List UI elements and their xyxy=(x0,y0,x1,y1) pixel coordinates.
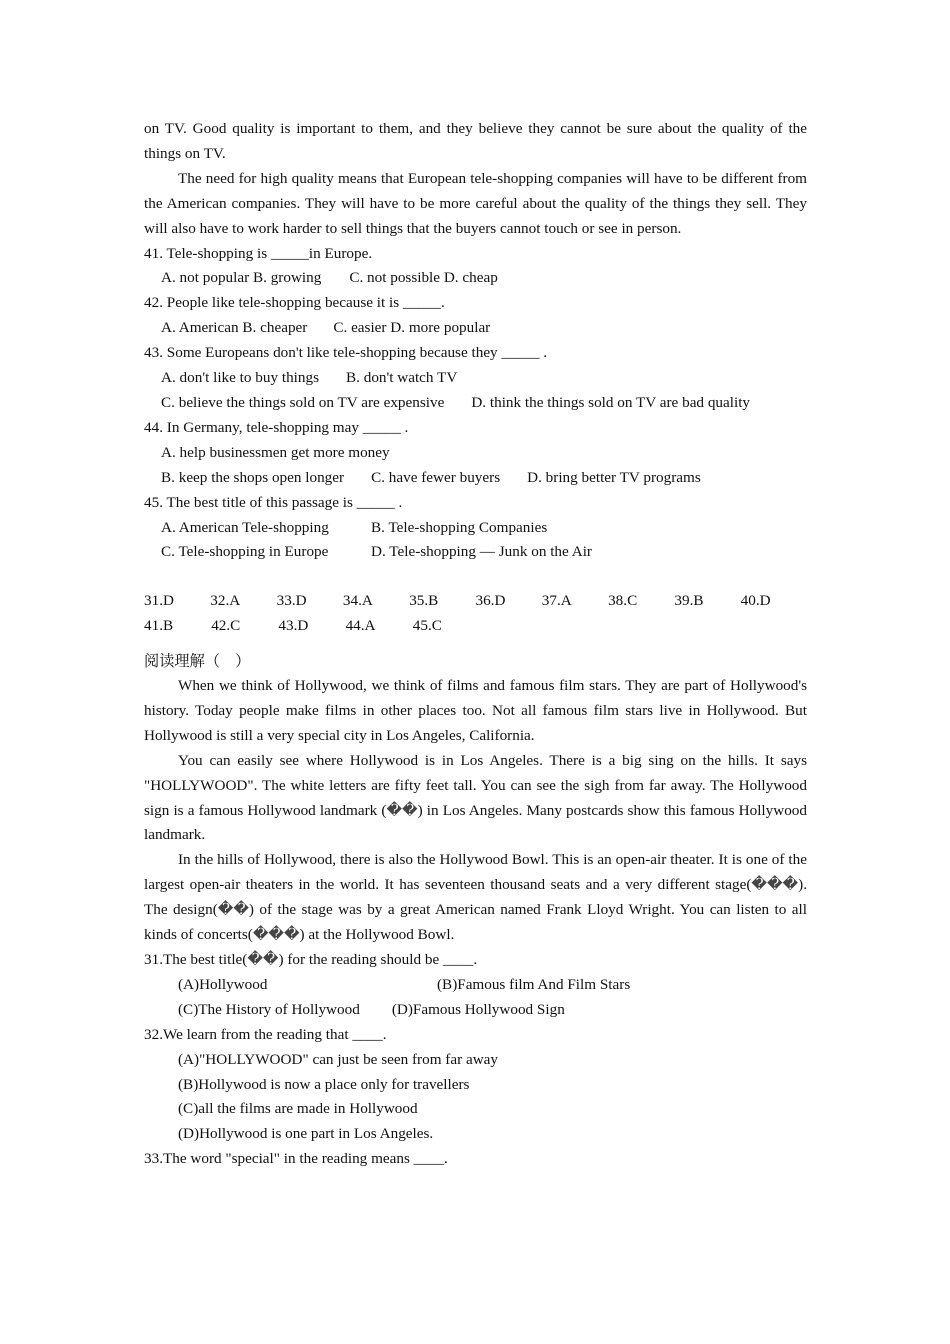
option-d: D. cheap xyxy=(443,269,498,287)
option-a: (A)"HOLLYWOOD" can just be seen from far away xyxy=(178,1050,498,1068)
passage2-paragraph-1: When we think of Hollywood, we think of films and famous film stars. They are part of Hollywood's history. Today people make films in other places too. Not all famous film stars live in Hollywood. But Hollywood is still a very special city in Los Angeles, California. xyxy=(144,677,807,744)
answer: 43.D xyxy=(278,617,309,635)
answer: 36.D xyxy=(475,592,506,610)
option-c: C. Tele-shopping in Europe xyxy=(161,543,329,561)
option-a: (A)Hollywood xyxy=(178,975,268,993)
option-a: A. American xyxy=(161,319,239,337)
garbled-gloss: �� xyxy=(247,951,279,968)
option-c: C. not possible xyxy=(349,269,441,287)
text-run: 31.The best title( xyxy=(144,951,248,968)
garbled-gloss: �� xyxy=(386,801,418,819)
document-page xyxy=(144,117,807,1172)
option-a: A. don't like to buy things xyxy=(161,369,319,387)
question-42: 42. People like tele-shopping because it is _____. xyxy=(144,294,445,312)
option-b: (B)Famous film And Film Stars xyxy=(437,975,631,993)
answer: 44.A xyxy=(345,617,376,635)
option-b: B. keep the shops open longer xyxy=(161,468,345,486)
question-31 xyxy=(144,948,807,973)
garbled-gloss: ��� xyxy=(252,926,300,944)
option-d: D. bring better TV programs xyxy=(527,468,701,486)
option-d: D. think the things sold on TV are bad quality xyxy=(471,393,751,411)
option-b: B. Tele-shopping Companies xyxy=(371,518,548,536)
question-33: 33.The word "special" in the reading means ____. xyxy=(144,1150,448,1168)
option-d: (D)Famous Hollywood Sign xyxy=(391,1000,565,1018)
text-run: ). The design( xyxy=(144,876,807,919)
passage2-paragraph-2 xyxy=(144,749,807,849)
option-d: (D)Hollywood is one part in Los Angeles. xyxy=(178,1125,434,1143)
question-43-options-row1 xyxy=(144,366,807,391)
option-c: (C)all the films are made in Hollywood xyxy=(178,1100,418,1118)
option-b: B. cheaper xyxy=(242,319,308,337)
option-c: C. have fewer buyers xyxy=(371,468,501,486)
question-44: 44. In Germany, tele-shopping may _____ . xyxy=(144,418,409,436)
option-a: A. help businessmen get more money xyxy=(161,443,390,461)
option-b: B. don't watch TV xyxy=(346,369,458,387)
text-run: In the hills of Hollywood, there is also the Hollywood Bowl. This is an open-air theater. It is one of the largest open-air theaters in the world. It has seventeen thousand seats and a very different stage( xyxy=(144,851,807,894)
garbled-gloss: ��� xyxy=(751,876,799,894)
question-31-options-row1 xyxy=(144,973,807,998)
question-45-options-row2 xyxy=(144,540,807,565)
option-a: A. American Tele-shopping xyxy=(161,518,329,536)
question-41: 41. Tele-shopping is _____in Europe. xyxy=(144,244,373,262)
option-d: D. Tele-shopping — Junk on the Air xyxy=(371,543,592,561)
question-43-options-row2 xyxy=(144,391,807,416)
question-41-options xyxy=(144,266,807,291)
answer: 39.B xyxy=(674,592,704,610)
answer: 37.A xyxy=(541,592,572,610)
answer: 32.A xyxy=(210,592,241,610)
question-43: 43. Some Europeans don't like tele-shopping because they _____ . xyxy=(144,344,548,362)
answer: 42.C xyxy=(211,617,241,635)
question-44-options-row1 xyxy=(144,441,807,466)
text-run: You can easily see where Hollywood is in Los Angeles. There is a big sing on the hills. It says "HOLLYWOOD". The white letters are fifty feet tall. You can see the sigh from far away. The Hollywood sign is a famous Hollywood landmark ( xyxy=(144,751,807,819)
answer: 40.D xyxy=(740,592,771,610)
text-run: ) of the stage was by a great American named Frank Lloyd Wright. You can listen to all kinds of concerts( xyxy=(144,901,807,944)
option-b: (B)Hollywood is now a place only for travellers xyxy=(178,1075,470,1093)
answer: 34.A xyxy=(342,592,373,610)
answer-row-2 xyxy=(144,614,807,639)
question-45-options-row1 xyxy=(144,516,807,541)
answer: 41.B xyxy=(144,617,174,635)
answer: 31.D xyxy=(144,592,174,610)
option-a: A. not popular xyxy=(161,269,250,287)
answer: 35.B xyxy=(409,592,439,610)
passage2-paragraph-3 xyxy=(144,848,807,948)
passage1-continuation: on TV. Good quality is important to them, and they believe they cannot be sure about the quality of the things on TV. xyxy=(144,120,807,162)
question-42-options xyxy=(144,316,807,341)
answer: 33.D xyxy=(276,592,307,610)
option-b: B. growing xyxy=(252,269,322,287)
text-run: ) at the Hollywood Bowl. xyxy=(299,926,455,944)
question-32: 32.We learn from the reading that ____. xyxy=(144,1025,387,1043)
option-c: (C)The History of Hollywood xyxy=(178,1000,360,1018)
text-run: ) for the reading should be ____. xyxy=(278,951,478,968)
question-44-options-row2 xyxy=(144,466,807,491)
answer: 38.C xyxy=(608,592,638,610)
text-run: ) in Los Angeles. Many postcards show this famous Hollywood landmark. xyxy=(144,801,807,844)
answer: 45.C xyxy=(412,617,442,635)
question-45: 45. The best title of this passage is _____ . xyxy=(144,493,403,511)
section-title: 阅读理解（ ） xyxy=(144,652,251,671)
option-c: C. easier xyxy=(333,319,387,337)
option-d: D. more popular xyxy=(390,319,491,337)
garbled-gloss: �� xyxy=(217,901,249,919)
question-31-options-row2 xyxy=(144,998,807,1023)
answer-row-1 xyxy=(144,589,807,614)
answer-key xyxy=(144,589,807,639)
option-c: C. believe the things sold on TV are expensive xyxy=(161,393,445,411)
passage1-paragraph-need: The need for high quality means that European tele-shopping companies will have to be different from the American companies. They will have to be more careful about the quality of the things they sell. They will also have to work harder to sell things that the buyers cannot touch or see in person. xyxy=(144,169,807,237)
